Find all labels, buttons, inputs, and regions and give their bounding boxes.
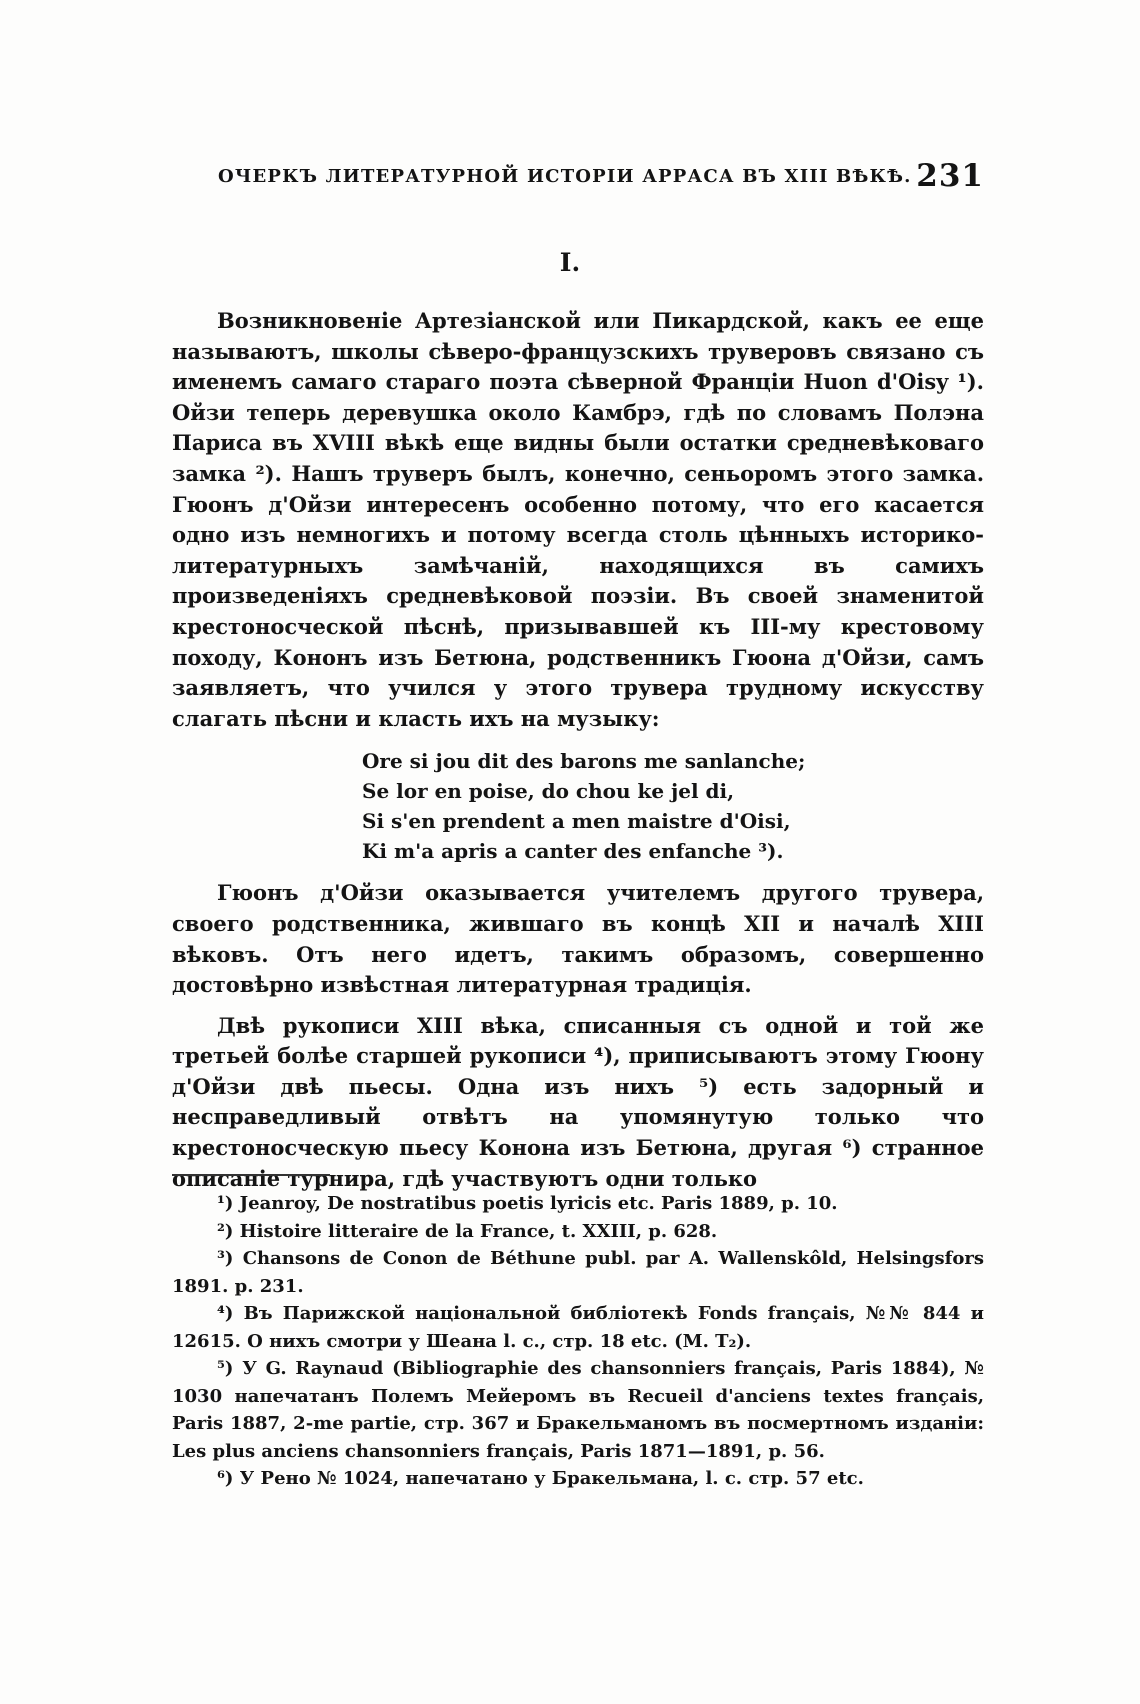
footnote: ⁴) Въ Парижской національной библіотекѣ Fonds français, №№ 844 и 12615. О нихъ смотри у Шеана l. c., стр. 18 etc. (M. T₂). (172, 1303, 984, 1352)
verse-quote (362, 746, 984, 866)
footnote: ⁶) У Рено № 1024, напечатано у Бракельмана, l. c. стр. 57 etc. (217, 1468, 864, 1489)
section-number: I. (559, 248, 581, 277)
footnote: ⁵) У G. Raynaud (Bibliographie des chansonniers français, Paris 1884), № 1030 напечатанъ Полемъ Мейеромъ въ Recueil d'anciens textes français, Paris 1887, 2-me partie, стр. 367 и Бракельманомъ въ посмертномъ изданіи: Les plus anciens chansonniers français, Paris 1871—1891, p. 56. (172, 1358, 984, 1462)
paragraph-3: Двѣ рукописи XIII вѣка, списанныя съ одной и той же третьей болѣе старшей рукописи ⁴), приписываютъ этому Гюону д'Ойзи двѣ пьесы. Одна изъ нихъ ⁵) есть задорный и несправедливый отвѣтъ на упомянутую только что крестоносческую пьесу Конона изъ Бетюна, другая ⁶) странное описаніе турнира, гдѣ участвуютъ одни только (172, 1012, 984, 1191)
main-text (172, 306, 984, 1194)
verse-line: Se lor en poise, do chou ke jel di, (362, 779, 735, 804)
footnote: ²) Histoire litteraire de la France, t. XXIII, p. 628. (217, 1220, 718, 1242)
paragraph-1: Возникновеніе Артезіанской или Пикардской, какъ ее еще называютъ, школы сѣверо-французскихъ труверовъ связано съ именемъ самаго стараго поэта сѣверной Франціи Huon d'Oisy ¹). Ойзи теперь деревушка около Камбрэ, гдѣ по словамъ Полэна Париса въ XVIII вѣкѣ еще видны были остатки средневѣковаго замка ²). Нашъ труверъ былъ, конечно, сеньоромъ этого замка. Гюонъ д'Ойзи интересенъ особенно потому, что его касается одно изъ немногихъ и потому всегда столь цѣнныхъ историко-литературныхъ замѣчаній, находящихся въ самихъ произведеніяхъ средневѣковой поэзіи. Въ своей знаменитой крестоносческой пѣснѣ, призывавшей къ III-му крестовому походу, Кононъ изъ Бетюна, родственникъ Гюона д'Ойзи, самъ заявляетъ, что учился у этого трувера трудному искусству слагать пѣсни и класть ихъ на музыку: (172, 308, 984, 731)
running-title: ОЧЕРКЪ ЛИТЕРАТУРНОЙ ИСТОРІИ АРРАСА ВЪ XIII ВѢКѢ. (218, 166, 912, 187)
footnotes (172, 1190, 984, 1493)
footnote-divider (172, 1174, 330, 1176)
verse-line: Ore si jou dit des barons me sanlanche; (362, 749, 806, 774)
page-header (218, 158, 984, 198)
verse-line: Si s'en prendent a men maistre d'Oisi, (362, 809, 791, 834)
page-number: 231 (916, 158, 984, 194)
footnote: ¹) Jeanroy, De nostratibus poetis lyricis etc. Paris 1889, p. 10. (217, 1193, 838, 1214)
footnote: ³) Chansons de Conon de Béthune publ. par A. Wallenskôld, Helsingsfors 1891. p. 231. (172, 1248, 984, 1297)
verse-line: Ki m'a apris a canter des enfanche ³). (362, 839, 784, 864)
paragraph-2: Гюонъ д'Ойзи оказывается учителемъ другого трувера, своего родственника, жившаго въ концѣ XII и началѣ XIII вѣковъ. Отъ него идетъ, такимъ образомъ, совершенно достовѣрно извѣстная литературная традиція. (172, 880, 984, 998)
